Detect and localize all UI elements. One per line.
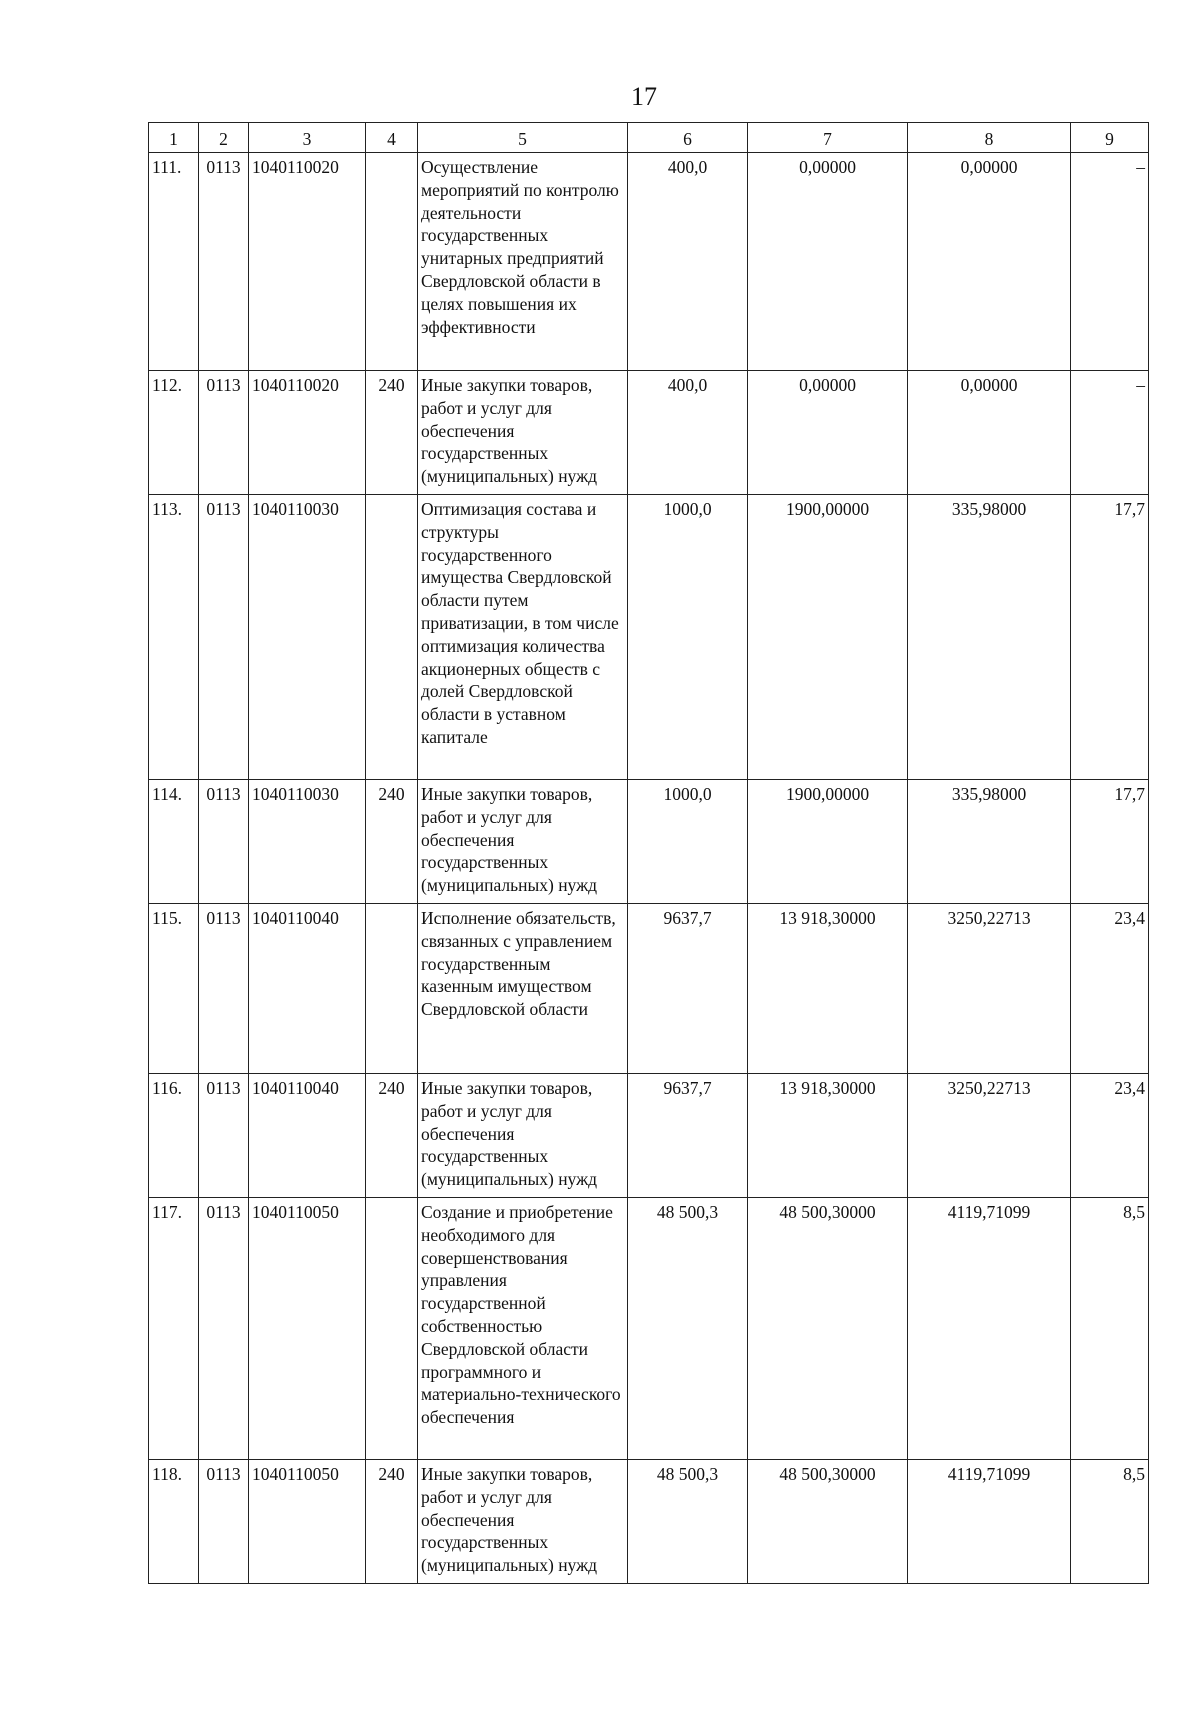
column-header: 5 xyxy=(418,123,628,153)
executed-amount: 335,98000 xyxy=(908,780,1071,904)
table-row xyxy=(149,904,1149,1074)
executed-amount: 335,98000 xyxy=(908,495,1071,780)
row-number: 118. xyxy=(149,1460,199,1584)
target-article-code: 1040110020 xyxy=(249,153,366,371)
column-header: 6 xyxy=(628,123,748,153)
approved-amount: 13 918,30000 xyxy=(748,904,908,1074)
approved-amount: 0,00000 xyxy=(748,371,908,495)
executed-amount: 4119,71099 xyxy=(908,1460,1071,1584)
row-number: 111. xyxy=(149,153,199,371)
table-row xyxy=(149,495,1149,780)
budget-execution-table xyxy=(148,122,1149,1584)
approved-amount: 0,00000 xyxy=(748,153,908,371)
table-row xyxy=(149,371,1149,495)
target-article-code: 1040110020 xyxy=(249,371,366,495)
planned-amount: 48 500,3 xyxy=(628,1460,748,1584)
executed-amount: 3250,22713 xyxy=(908,904,1071,1074)
expense-type-code xyxy=(366,1198,418,1460)
expense-type-code xyxy=(366,904,418,1074)
column-header: 4 xyxy=(366,123,418,153)
column-header: 7 xyxy=(748,123,908,153)
column-header: 3 xyxy=(249,123,366,153)
section-code: 0113 xyxy=(199,1074,249,1198)
executed-amount: 4119,71099 xyxy=(908,1198,1071,1460)
expense-type-code: 240 xyxy=(366,371,418,495)
section-code: 0113 xyxy=(199,153,249,371)
execution-percent: 8,5 xyxy=(1071,1460,1149,1584)
item-name: Исполнение обязательств, связанных с управлением государственным казенным имуществом Свердловской области xyxy=(418,904,628,1074)
table-row xyxy=(149,1074,1149,1198)
approved-amount: 48 500,30000 xyxy=(748,1460,908,1584)
planned-amount: 1000,0 xyxy=(628,780,748,904)
item-name: Иные закупки товаров, работ и услуг для обеспечения государственных (муниципальных) нужд xyxy=(418,1460,628,1584)
table-row xyxy=(149,1460,1149,1584)
expense-type-code: 240 xyxy=(366,1460,418,1584)
target-article-code: 1040110040 xyxy=(249,1074,366,1198)
section-code: 0113 xyxy=(199,780,249,904)
planned-amount: 9637,7 xyxy=(628,904,748,1074)
approved-amount: 1900,00000 xyxy=(748,780,908,904)
section-code: 0113 xyxy=(199,371,249,495)
execution-percent: – xyxy=(1071,371,1149,495)
table-row xyxy=(149,153,1149,371)
section-code: 0113 xyxy=(199,495,249,780)
planned-amount: 400,0 xyxy=(628,371,748,495)
approved-amount: 1900,00000 xyxy=(748,495,908,780)
table-row xyxy=(149,1198,1149,1460)
target-article-code: 1040110030 xyxy=(249,780,366,904)
row-number: 115. xyxy=(149,904,199,1074)
execution-percent: 8,5 xyxy=(1071,1198,1149,1460)
row-number: 114. xyxy=(149,780,199,904)
item-name: Осуществление мероприятий по контролю деятельности государственных унитарных предприятий Свердловской области в целях повышения их эффективности xyxy=(418,153,628,371)
target-article-code: 1040110050 xyxy=(249,1460,366,1584)
execution-percent: 23,4 xyxy=(1071,1074,1149,1198)
target-article-code: 1040110030 xyxy=(249,495,366,780)
execution-percent: 17,7 xyxy=(1071,780,1149,904)
item-name: Создание и приобретение необходимого для совершенствования управления государственной собственностью Свердловской области программного и материально-технического обеспечения xyxy=(418,1198,628,1460)
item-name: Иные закупки товаров, работ и услуг для обеспечения государственных (муниципальных) нужд xyxy=(418,1074,628,1198)
column-header: 1 xyxy=(149,123,199,153)
target-article-code: 1040110040 xyxy=(249,904,366,1074)
execution-percent: 17,7 xyxy=(1071,495,1149,780)
row-number: 112. xyxy=(149,371,199,495)
row-number: 113. xyxy=(149,495,199,780)
expense-type-code xyxy=(366,153,418,371)
expense-type-code xyxy=(366,495,418,780)
column-header: 2 xyxy=(199,123,249,153)
row-number: 116. xyxy=(149,1074,199,1198)
executed-amount: 3250,22713 xyxy=(908,1074,1071,1198)
expense-type-code: 240 xyxy=(366,1074,418,1198)
executed-amount: 0,00000 xyxy=(908,153,1071,371)
item-name: Иные закупки товаров, работ и услуг для обеспечения государственных (муниципальных) нужд xyxy=(418,780,628,904)
execution-percent: – xyxy=(1071,153,1149,371)
planned-amount: 400,0 xyxy=(628,153,748,371)
planned-amount: 9637,7 xyxy=(628,1074,748,1198)
target-article-code: 1040110050 xyxy=(249,1198,366,1460)
row-number: 117. xyxy=(149,1198,199,1460)
approved-amount: 48 500,30000 xyxy=(748,1198,908,1460)
section-code: 0113 xyxy=(199,904,249,1074)
section-code: 0113 xyxy=(199,1460,249,1584)
column-header: 9 xyxy=(1071,123,1149,153)
executed-amount: 0,00000 xyxy=(908,371,1071,495)
page-number: 17 xyxy=(631,82,657,111)
section-code: 0113 xyxy=(199,1198,249,1460)
execution-percent: 23,4 xyxy=(1071,904,1149,1074)
column-header: 8 xyxy=(908,123,1071,153)
table-row xyxy=(149,780,1149,904)
approved-amount: 13 918,30000 xyxy=(748,1074,908,1198)
planned-amount: 48 500,3 xyxy=(628,1198,748,1460)
expense-type-code: 240 xyxy=(366,780,418,904)
item-name: Иные закупки товаров, работ и услуг для обеспечения государственных (муниципальных) нужд xyxy=(418,371,628,495)
column-number-header-row xyxy=(149,123,1149,153)
planned-amount: 1000,0 xyxy=(628,495,748,780)
item-name: Оптимизация состава и структуры государственного имущества Свердловской области путем приватизации, в том числе оптимизация количества акционерных обществ с долей Свердловской области в уставном капитале xyxy=(418,495,628,780)
